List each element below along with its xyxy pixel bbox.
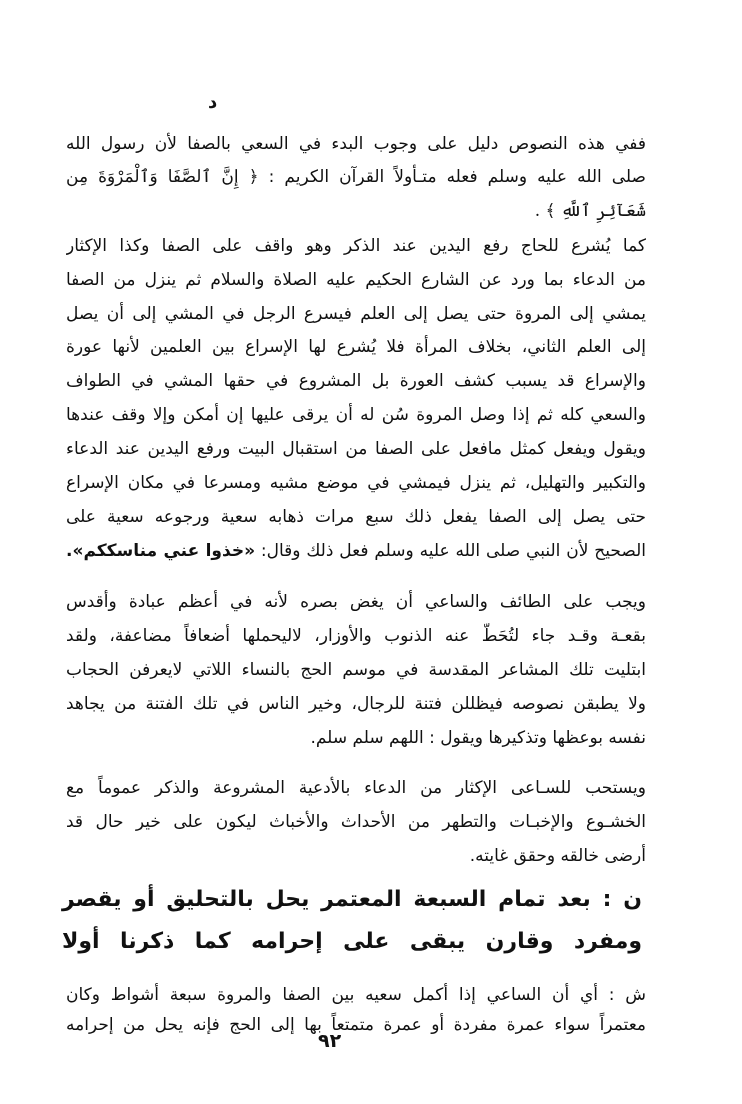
text-line: ويستحب للسـاعى الإكثار من الدعاء بالأدعية المشروعة والذكر عموماً مع: [66, 778, 646, 798]
text-line: والتكبير والتهليل، ثم ينزل فيمشي في موضع مشيه ومسرعا في مكان الإسراع: [66, 473, 646, 493]
quran-verse: ﴿ إِنَّ ٱلصَّفَا وَٱلْمَرْوَةَ مِن: [66, 167, 259, 187]
text-line: والسعي كله ثم إذا وصل المروة سُن له أن يرقى عليها إن أمكن وإلا وقف عندها: [66, 405, 646, 425]
text-line: ففي هذه النصوص دليل على وجوب البدء في السعي بالصفا لأن رسول الله: [66, 134, 646, 154]
page-mark: د: [208, 92, 218, 113]
hadith-quote: «خذوا عني مناسككم».: [66, 541, 256, 561]
text-line: حتى يصل إلى الصفا يفعل ذلك سبع مرات ذهابه سعية ورجوعه سعية على: [66, 507, 646, 527]
text-line: معتمراً سواء عمرة مفردة أو عمرة متمتعاً بها إلى الحج فإنه يحل من إحرامه: [66, 1015, 646, 1035]
line-text: الصحيح لأن النبي صلى الله عليه وسلم فعل ذلك وقال:: [260, 541, 646, 561]
text-line: إلى العلم الثاني، بخلاف المرأة فلا يُشرع لها الإسراع بين العلمين لأنها عورة: [66, 337, 646, 357]
line-text: صلى الله عليه وسلم فعله متـأولاً القرآن الكريم :: [268, 167, 646, 187]
text-line: ولا يطبقن نصوصه فيظللن فتنة للرجال، وخير الناس في تلك الفتنة من يجاهد: [66, 694, 646, 714]
text-line: كما يُشرع للحاج رفع اليدين عند الذكر وهو واقف على الصفا وكذا الإكثار: [66, 236, 646, 256]
text-line: [66, 160, 646, 194]
text-line: من الدعاء بما ورد عن الشارع الحكيم عليه الصلاة والسلام ثم ينزل من الصفا: [66, 270, 646, 290]
text-line: بقعـة وقـد جاء لتُحَطّ عنه الذنوب والأوزار، لاليحملها أضعافاً مضاعفة، ولقد: [66, 626, 646, 646]
section-heading-line-2: ومفرد وقارن يبقى على إحرامه كما ذكرنا أولا: [62, 929, 642, 954]
text-line: [66, 534, 646, 568]
page-number: ٩٢: [318, 1030, 342, 1052]
text-line: والإسراع قد يسبب كشف العورة بل المشروع في حقها المشي في الطواف: [66, 371, 646, 391]
text-line: ابتليت تلك المشاعر المقدسة في موسم الحج بالنساء اللاتي لايعرفن الحجاب: [66, 660, 646, 680]
text-line: الخشـوع والإخبـات والتطهر من الأحداث والأخباث ليكون على خير حال قد: [66, 812, 646, 832]
text-line: نفسه بوعظها وتذكيرها ويقول : اللهم سلم سلم.: [310, 728, 646, 748]
section-heading-line-1: ن : بعد تمام السبعة المعتمر يحل بالتحليق أو يقصر: [62, 887, 642, 912]
text-line: ش : أي أن الساعي إذا أكمل سعيه بين الصفا والمروة سبعة أشواط وكان: [66, 985, 646, 1005]
text-line: يمشي إلى المروة حتى يصل إلى العلم فيسرع الرجل في المشي إلى أن يصل: [66, 304, 646, 324]
text-line: ويقول ويفعل كمثل مافعل على الصفا من استقبال البيت ورفع اليدين عند الدعاء: [66, 439, 646, 459]
text-line: أرضى خالقه وحقق غايته.: [469, 846, 646, 866]
quran-verse-end: شَعَآئِرِ ٱللَّهِ ﴾ .: [534, 201, 646, 221]
text-line: ويجب على الطائف والساعي أن يغض بصره لأنه في أعظم عبادة وأقدس: [66, 592, 646, 612]
